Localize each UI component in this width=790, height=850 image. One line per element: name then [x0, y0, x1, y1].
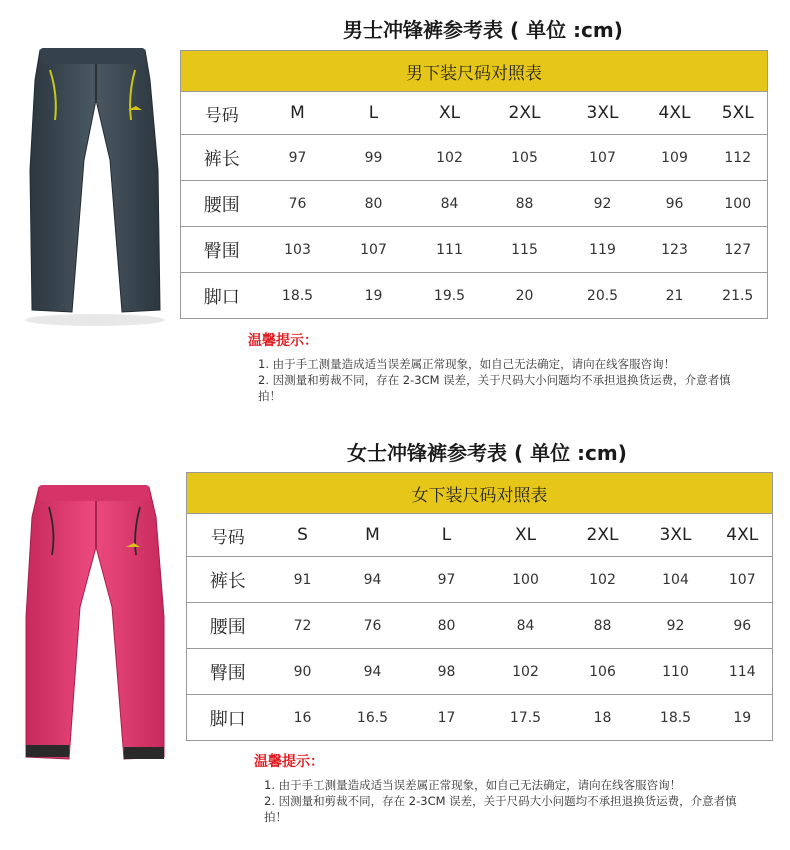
value-cell: 98: [409, 649, 485, 695]
tip-title: 温馨提示：: [254, 754, 324, 770]
value-cell: 19: [713, 695, 773, 741]
value-cell: 76: [263, 181, 333, 227]
row-label: 脚口: [181, 273, 263, 319]
size-cell: 3XL: [639, 514, 713, 557]
value-cell: 91: [269, 557, 337, 603]
value-cell: 16.5: [337, 695, 409, 741]
value-cell: 18.5: [263, 273, 333, 319]
tip-title: 温馨提示：: [248, 333, 318, 349]
value-cell: 111: [415, 227, 485, 273]
table-row: [181, 181, 768, 227]
row-label: 腰围: [181, 181, 263, 227]
value-cell: 112: [709, 135, 768, 181]
value-cell: 109: [641, 135, 709, 181]
value-cell: 114: [713, 649, 773, 695]
table-row: [187, 649, 773, 695]
value-cell: 107: [713, 557, 773, 603]
size-cell: XL: [485, 514, 567, 557]
value-cell: 19: [333, 273, 415, 319]
value-cell: 107: [333, 227, 415, 273]
row-label: 腰围: [187, 603, 269, 649]
size-label: 号码: [187, 514, 269, 557]
men-size-row: [181, 92, 768, 135]
size-cell: 5XL: [709, 92, 768, 135]
value-cell: 21: [641, 273, 709, 319]
tip-line: 2. 因测量和剪裁不同，存在 2-3CM 误差，关于尺码大小问题均不承担退换货运费，介意者慎拍！: [264, 794, 737, 824]
women-size-row: [187, 514, 773, 557]
value-cell: 96: [641, 181, 709, 227]
row-label: 臀围: [181, 227, 263, 273]
men-table-header: 男下装尺码对照表: [181, 51, 768, 92]
value-cell: 92: [639, 603, 713, 649]
value-cell: 20.5: [565, 273, 641, 319]
value-cell: 97: [409, 557, 485, 603]
value-cell: 21.5: [709, 273, 768, 319]
row-label: 裤长: [181, 135, 263, 181]
women-tip-box: [254, 751, 754, 825]
value-cell: 94: [337, 557, 409, 603]
tip-line: 1. 由于手工测量造成适当误差属正常现象，如自己无法确定，请向在线客服咨询！: [258, 357, 676, 371]
size-cell: 4XL: [641, 92, 709, 135]
value-cell: 107: [565, 135, 641, 181]
value-cell: 16: [269, 695, 337, 741]
size-cell: L: [409, 514, 485, 557]
row-label: 裤长: [187, 557, 269, 603]
table-row: [181, 227, 768, 273]
men-pants-image: [10, 40, 170, 330]
value-cell: 102: [485, 649, 567, 695]
value-cell: 123: [641, 227, 709, 273]
value-cell: 127: [709, 227, 768, 273]
value-cell: 103: [263, 227, 333, 273]
value-cell: 106: [567, 649, 639, 695]
value-cell: 17.5: [485, 695, 567, 741]
size-cell: M: [337, 514, 409, 557]
tip-line: 2. 因测量和剪裁不同，存在 2-3CM 误差，关于尺码大小问题均不承担退换货运费，介意者慎拍！: [258, 373, 731, 403]
value-cell: 102: [415, 135, 485, 181]
value-cell: 100: [485, 557, 567, 603]
size-cell: 2XL: [567, 514, 639, 557]
value-cell: 18.5: [639, 695, 713, 741]
value-cell: 94: [337, 649, 409, 695]
size-cell: S: [269, 514, 337, 557]
men-section: [0, 0, 790, 420]
women-title: 女士冲锋裤参考表 ( 单位 :cm): [347, 441, 627, 465]
tip-line: 1. 由于手工测量造成适当误差属正常现象，如自己无法确定，请向在线客服咨询！: [264, 778, 682, 792]
women-size-table: [186, 472, 773, 741]
size-cell: 3XL: [565, 92, 641, 135]
size-cell: L: [333, 92, 415, 135]
value-cell: 90: [269, 649, 337, 695]
value-cell: 84: [415, 181, 485, 227]
value-cell: 84: [485, 603, 567, 649]
men-tip-box: [248, 330, 748, 404]
size-cell: 4XL: [713, 514, 773, 557]
value-cell: 99: [333, 135, 415, 181]
men-title: 男士冲锋裤参考表 ( 单位 :cm): [343, 18, 623, 42]
value-cell: 100: [709, 181, 768, 227]
value-cell: 80: [409, 603, 485, 649]
value-cell: 19.5: [415, 273, 485, 319]
table-row: [181, 135, 768, 181]
size-cell: 2XL: [485, 92, 565, 135]
table-row: [187, 695, 773, 741]
value-cell: 18: [567, 695, 639, 741]
value-cell: 97: [263, 135, 333, 181]
value-cell: 105: [485, 135, 565, 181]
value-cell: 80: [333, 181, 415, 227]
men-size-table: [180, 50, 768, 319]
value-cell: 119: [565, 227, 641, 273]
table-row: [181, 273, 768, 319]
size-cell: XL: [415, 92, 485, 135]
value-cell: 104: [639, 557, 713, 603]
row-label: 脚口: [187, 695, 269, 741]
size-cell: M: [263, 92, 333, 135]
value-cell: 88: [485, 181, 565, 227]
women-table-header: 女下装尺码对照表: [187, 473, 773, 514]
row-label: 臀围: [187, 649, 269, 695]
women-section: [0, 425, 790, 850]
value-cell: 20: [485, 273, 565, 319]
size-label: 号码: [181, 92, 263, 135]
value-cell: 110: [639, 649, 713, 695]
value-cell: 17: [409, 695, 485, 741]
table-row: [187, 557, 773, 603]
value-cell: 115: [485, 227, 565, 273]
value-cell: 102: [567, 557, 639, 603]
value-cell: 92: [565, 181, 641, 227]
table-row: [187, 603, 773, 649]
value-cell: 88: [567, 603, 639, 649]
women-pants-image: [14, 477, 174, 777]
value-cell: 76: [337, 603, 409, 649]
value-cell: 72: [269, 603, 337, 649]
value-cell: 96: [713, 603, 773, 649]
